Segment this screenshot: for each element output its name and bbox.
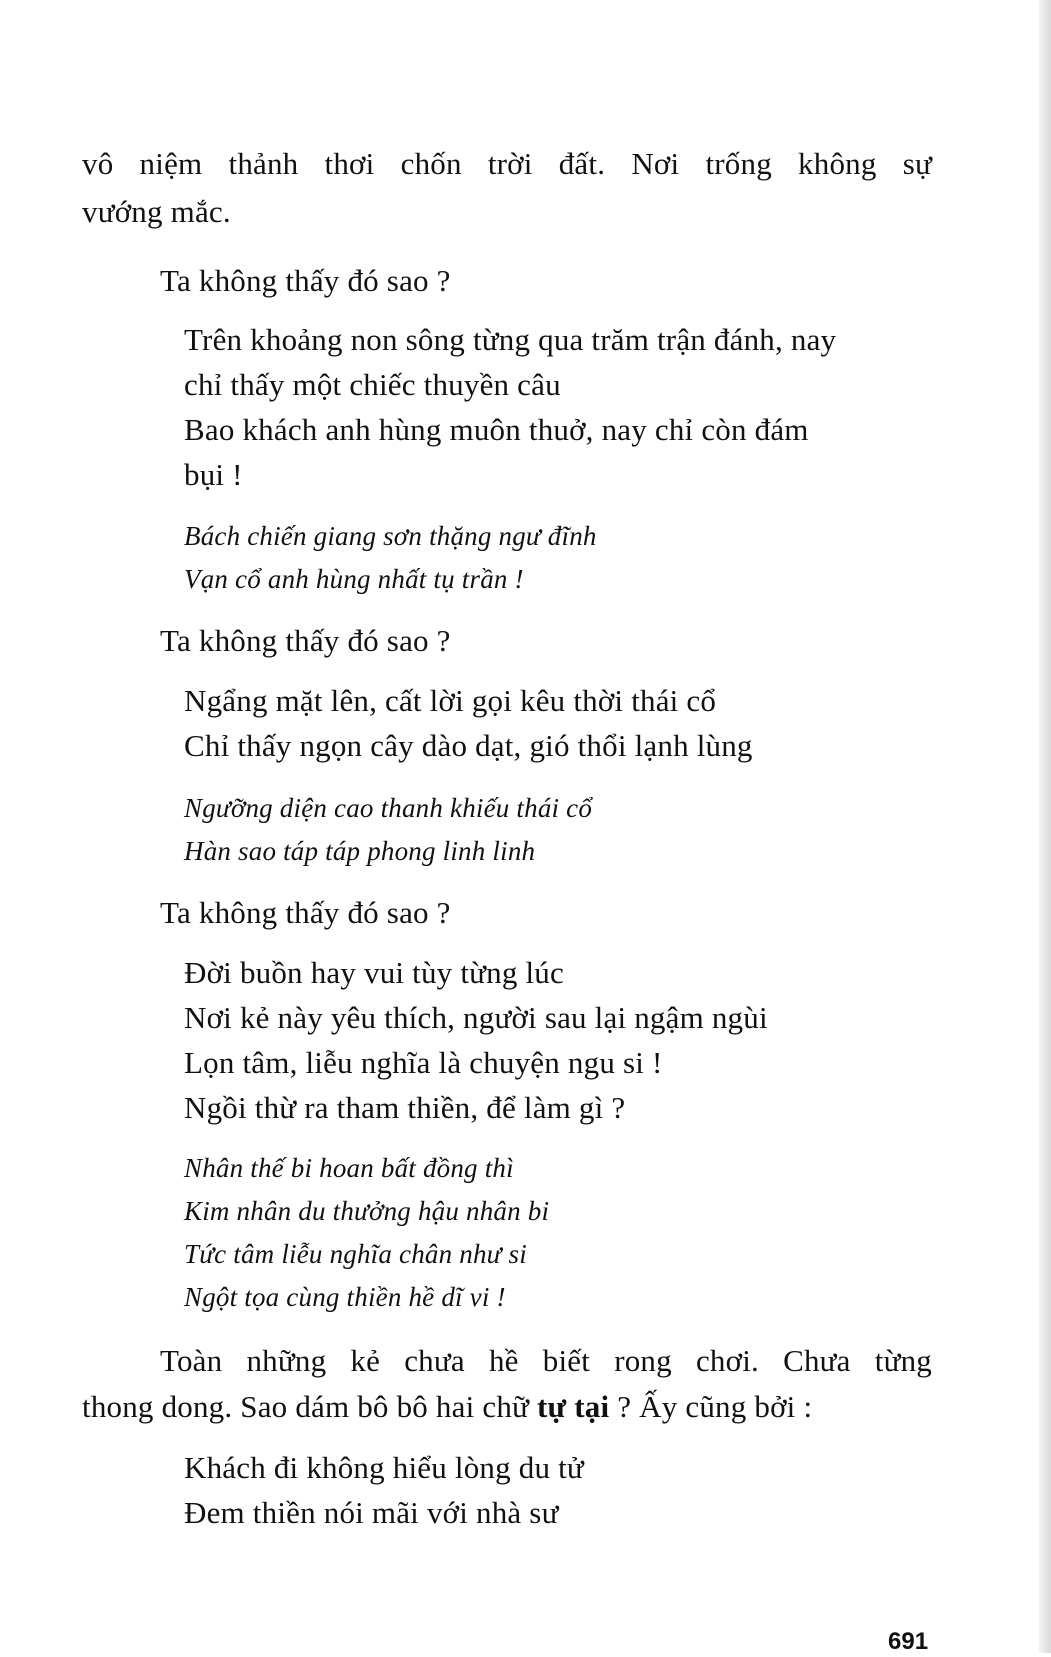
paragraph-2-line-2-end: ? Ấy cũng bởi : <box>609 1389 813 1424</box>
paragraph-2-line-2 <box>82 1385 812 1429</box>
original-3-line-1: Nhân thế bi hoan bất đồng thì <box>184 1153 514 1183</box>
original-3-line-4: Ngột tọa cùng thiền hề dĩ vi ! <box>184 1282 506 1312</box>
refrain-1: Ta không thấy đó sao ? <box>160 263 451 298</box>
page-edge-shadow <box>1039 0 1051 1653</box>
bold-term: tự tại <box>536 1389 610 1424</box>
original-1-line-1: Bách chiến giang sơn thặng ngư đĩnh <box>184 521 597 551</box>
original-2-line-1: Ngưỡng diện cao thanh khiếu thái cổ <box>184 793 593 823</box>
verse-2-line-1: Ngẩng mặt lên, cất lời gọi kêu thời thái cổ <box>184 683 717 718</box>
original-1-line-2: Vạn cổ anh hùng nhất tụ trần ! <box>184 564 524 594</box>
paragraph-1-line-1: vô niệm thảnh thơi chốn trời đất. Nơi trống không sự <box>82 146 932 181</box>
verse-3-line-2: Nơi kẻ này yêu thích, người sau lại ngậm ngùi <box>184 1000 768 1035</box>
verse-4-line-1: Khách đi không hiểu lòng du tử <box>184 1450 584 1485</box>
paragraph-1-line-2: vướng mắc. <box>82 194 231 229</box>
refrain-3: Ta không thấy đó sao ? <box>160 895 451 930</box>
page-number: 691 <box>888 1628 929 1655</box>
verse-3-line-1: Đời buồn hay vui tùy từng lúc <box>184 955 564 990</box>
original-3-line-3: Tức tâm liễu nghĩa chân như si <box>184 1239 527 1269</box>
verse-1-line-2: chỉ thấy một chiếc thuyền câu <box>184 367 561 402</box>
paragraph-2-line-2-start: thong dong. Sao dám bô bô hai chữ <box>82 1389 537 1424</box>
verse-1-line-1: Trên khoảng non sông từng qua trăm trận đánh, nay <box>184 322 837 357</box>
verse-3-line-4: Ngồi thừ ra tham thiền, để làm gì ? <box>184 1090 626 1125</box>
verse-1-line-3: Bao khách anh hùng muôn thuở, nay chỉ còn đám <box>184 412 809 447</box>
verse-3-line-3: Lọn tâm, liễu nghĩa là chuyện ngu si ! <box>184 1045 663 1080</box>
verse-4-line-2: Đem thiền nói mãi với nhà sư <box>184 1495 559 1530</box>
verse-1-line-4: bụi ! <box>184 457 243 492</box>
verse-2-line-2: Chỉ thấy ngọn cây dào dạt, gió thổi lạnh lùng <box>184 728 753 763</box>
refrain-2: Ta không thấy đó sao ? <box>160 623 451 658</box>
original-2-line-2: Hàn sao táp táp phong linh linh <box>184 836 536 866</box>
original-3-line-2: Kim nhân du thưởng hậu nhân bi <box>184 1196 550 1226</box>
paragraph-2-line-1: Toàn những kẻ chưa hề biết rong chơi. Chưa từng <box>160 1343 932 1378</box>
